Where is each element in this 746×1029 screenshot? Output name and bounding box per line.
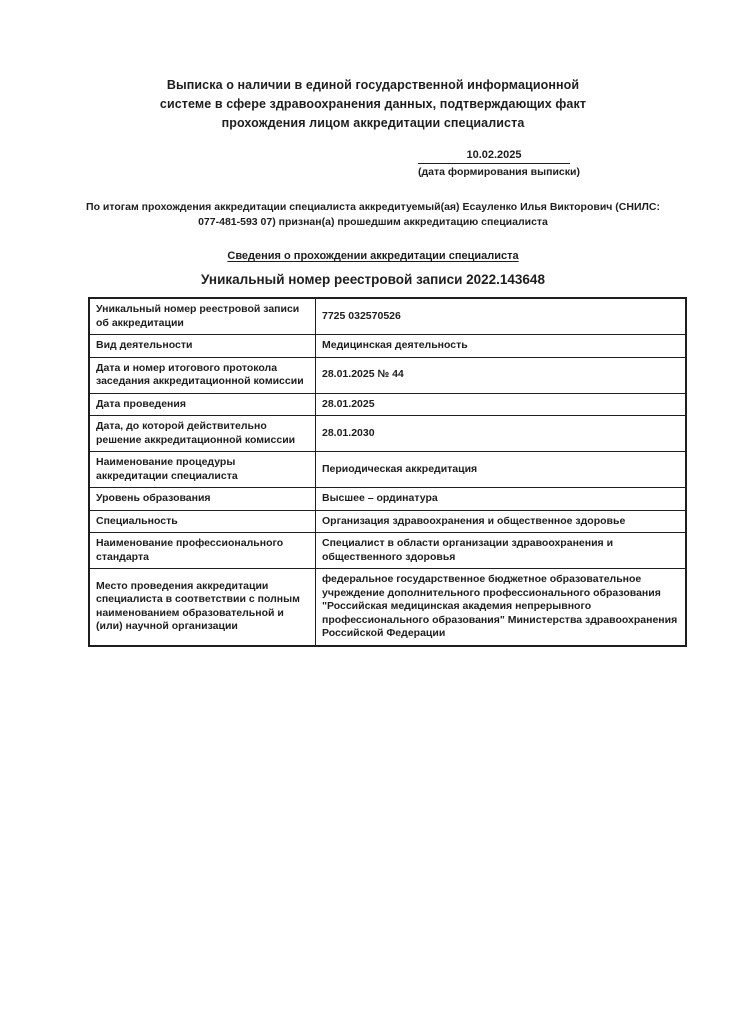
accreditation-table-body bbox=[89, 298, 686, 646]
table-row bbox=[89, 393, 686, 416]
extract-date: 10.02.2025 bbox=[418, 148, 570, 164]
extract-date-block bbox=[418, 148, 580, 179]
row-label: Уровень образования bbox=[89, 488, 316, 511]
extract-date-caption: (дата формирования выписки) bbox=[418, 166, 580, 178]
table-row bbox=[89, 416, 686, 452]
table-row bbox=[89, 510, 686, 533]
table-row bbox=[89, 357, 686, 393]
row-label: Дата, до которой действительно решение аккредитационной комиссии bbox=[89, 416, 316, 452]
row-label: Наименование процедуры аккредитации специалиста bbox=[89, 452, 316, 488]
table-row bbox=[89, 298, 686, 335]
row-value: Периодическая аккредитация bbox=[316, 452, 687, 488]
row-value: Специалист в области организации здравоохранения и общественного здоровья bbox=[316, 533, 687, 569]
row-label: Наименование профессионального стандарта bbox=[89, 533, 316, 569]
section-header bbox=[0, 249, 746, 263]
intro-paragraph: По итогам прохождения аккредитации специалиста аккредитуемый(ая) Есауленко Илья Викторович (СНИЛС: 077-481-593 07) признан(а) прошедшим аккредитацию специалиста bbox=[86, 201, 660, 228]
registry-number-heading: Уникальный номер реестровой записи 2022.143648 bbox=[201, 272, 545, 287]
document-title-line: Выписка о наличии в единой государственной информационной bbox=[166, 78, 580, 92]
row-value: 28.01.2025 № 44 bbox=[316, 357, 687, 393]
table-row bbox=[89, 533, 686, 569]
row-label: Дата проведения bbox=[89, 393, 316, 416]
row-label: Вид деятельности bbox=[89, 335, 316, 358]
row-value: Организация здравоохранения и общественное здоровье bbox=[316, 510, 687, 533]
document-title-line: системе в сфере здравоохранения данных, подтверждающих факт bbox=[159, 97, 587, 111]
document-title bbox=[0, 0, 746, 133]
row-value: Высшее – ординатура bbox=[316, 488, 687, 511]
row-label: Место проведения аккредитации специалиста в соответствии с полным наименованием образовательной и (или) научной организации bbox=[89, 569, 316, 646]
row-value: 28.01.2025 bbox=[316, 393, 687, 416]
table-row bbox=[89, 335, 686, 358]
row-value: 7725 032570526 bbox=[316, 298, 687, 335]
row-label: Дата и номер итогового протокола заседания аккредитационной комиссии bbox=[89, 357, 316, 393]
accreditation-table bbox=[88, 297, 687, 647]
row-label: Специальность bbox=[89, 510, 316, 533]
row-value: Медицинская деятельность bbox=[316, 335, 687, 358]
table-row bbox=[89, 488, 686, 511]
row-label: Уникальный номер реестровой записи об аккредитации bbox=[89, 298, 316, 335]
row-value: федеральное государственное бюджетное образовательное учреждение дополнительного профессионального образования "Российская медицинская академия непрерывного профессионального образования" Министерства здравоохранения Российской Федерации bbox=[316, 569, 687, 646]
section-header-text: Сведения о прохождении аккредитации специалиста bbox=[227, 250, 519, 262]
table-row bbox=[89, 452, 686, 488]
row-value: 28.01.2030 bbox=[316, 416, 687, 452]
table-row bbox=[89, 569, 686, 646]
document-title-line: прохождения лицом аккредитации специалиста bbox=[221, 116, 525, 130]
